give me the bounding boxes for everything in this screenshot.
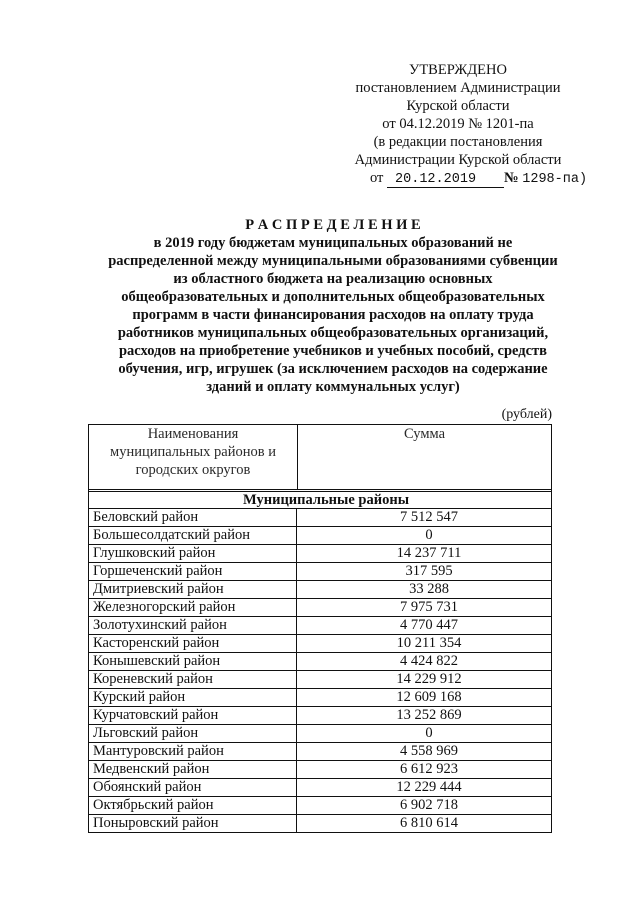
approval-line: (в редакции постановления [373,134,543,150]
district-amount: 6 612 923 [400,761,458,777]
district-name: Курский район [89,689,297,706]
table-row [89,616,551,634]
district-amount: 4 558 969 [400,743,458,759]
district-name: Льговский район [89,725,297,742]
amendment-date: 20.12.2019 [387,172,504,188]
district-name: Касторенский район [89,635,297,652]
heading-line: распределенной между муниципальными образованиями субвенции [108,253,558,269]
table-header-name-line: Наименования [147,426,239,442]
heading-line: работников муниципальных общеобразовательных организаций, [117,325,549,341]
district-name: Золотухинский район [89,617,297,634]
district-amount: 12 609 168 [396,689,462,705]
district-amount: 14 229 912 [396,671,462,687]
table-row [89,634,551,652]
units-label: (рублей) [501,407,552,422]
table-header-name-line: муниципальных районов и [110,444,276,460]
table-header-name-line: городских округов [135,462,251,478]
table-row [89,724,551,742]
table-row [89,598,551,616]
approval-line: Курской области [406,98,510,114]
section-row: Муниципальные районы [89,489,551,508]
table-row [89,760,551,778]
document-heading [53,216,613,396]
district-amount: 6 902 718 [400,797,458,813]
heading-line: общеобразовательных и дополнительных общеобразовательных [121,289,545,305]
district-amount: 13 252 869 [396,707,462,723]
district-name: Большесолдатский район [89,527,297,544]
district-amount: 0 [425,725,433,741]
table-row [89,814,551,832]
amendment-number: 1298-па) [522,172,588,187]
table-row [89,742,551,760]
table-row [89,562,551,580]
amendment-number-sign: № [504,170,519,186]
table-row [89,706,551,724]
table-header-amount: Сумма [403,426,446,442]
heading-line: программ в части финансирования расходов на оплату труда [132,307,534,323]
table-header [89,425,551,489]
district-amount: 7 975 731 [400,599,458,615]
approval-line: постановлением Администрации [355,80,561,96]
heading-title: Р А С П Р Е Д Е Л Е Н И Е [245,217,421,233]
approval-title: УТВЕРЖДЕНО [409,62,507,78]
district-name: Дмитриевский район [89,581,297,598]
district-amount: 317 595 [405,563,453,579]
district-name: Курчатовский район [89,707,297,724]
district-amount: 14 237 711 [396,545,462,561]
district-name: Мантуровский район [89,743,297,760]
district-amount: 10 211 354 [396,635,462,651]
heading-line: в 2019 году бюджетам муниципальных образований не [153,235,513,251]
table-row [89,778,551,796]
district-amount: 4 770 447 [400,617,458,633]
table-row [89,580,551,598]
district-name: Горшеченский район [89,563,297,580]
district-amount: 7 512 547 [400,509,458,525]
district-amount: 4 424 822 [400,653,458,669]
amendment-prefix: от [370,170,384,186]
table-row [89,670,551,688]
table-row [89,796,551,814]
district-name: Железногорский район [89,599,297,616]
district-name: Глушковский район [89,545,297,562]
district-name: Октябрьский район [89,797,297,814]
district-name: Беловский район [89,509,297,526]
table-row [89,652,551,670]
district-name: Кореневский район [89,671,297,688]
table-header-name [89,425,298,489]
district-amount: 6 810 614 [400,815,458,831]
heading-line: расходов на приобретение учебников и учебных пособий, средств [118,343,548,359]
table-row [89,526,551,544]
amendment-line [370,169,587,187]
district-amount: 12 229 444 [396,779,462,795]
table-row [89,508,551,526]
approval-block [330,61,586,169]
district-name: Конышевский район [89,653,297,670]
district-name: Медвенский район [89,761,297,778]
district-name: Поныровский район [89,815,297,832]
district-name: Обоянский район [89,779,297,796]
approval-line: Администрации Курской области [354,152,562,168]
district-amount: 0 [425,527,433,543]
district-amount: 33 288 [409,581,449,597]
distribution-table [88,424,552,833]
approval-line: от 04.12.2019 № 1201-па [382,116,534,132]
table-row [89,688,551,706]
heading-line: обучения, игр, игрушек (за исключением расходов на содержание [118,361,548,377]
table-row [89,544,551,562]
heading-line: из областного бюджета на реализацию основных [173,271,493,287]
heading-line: зданий и оплату коммунальных услуг) [206,379,460,395]
